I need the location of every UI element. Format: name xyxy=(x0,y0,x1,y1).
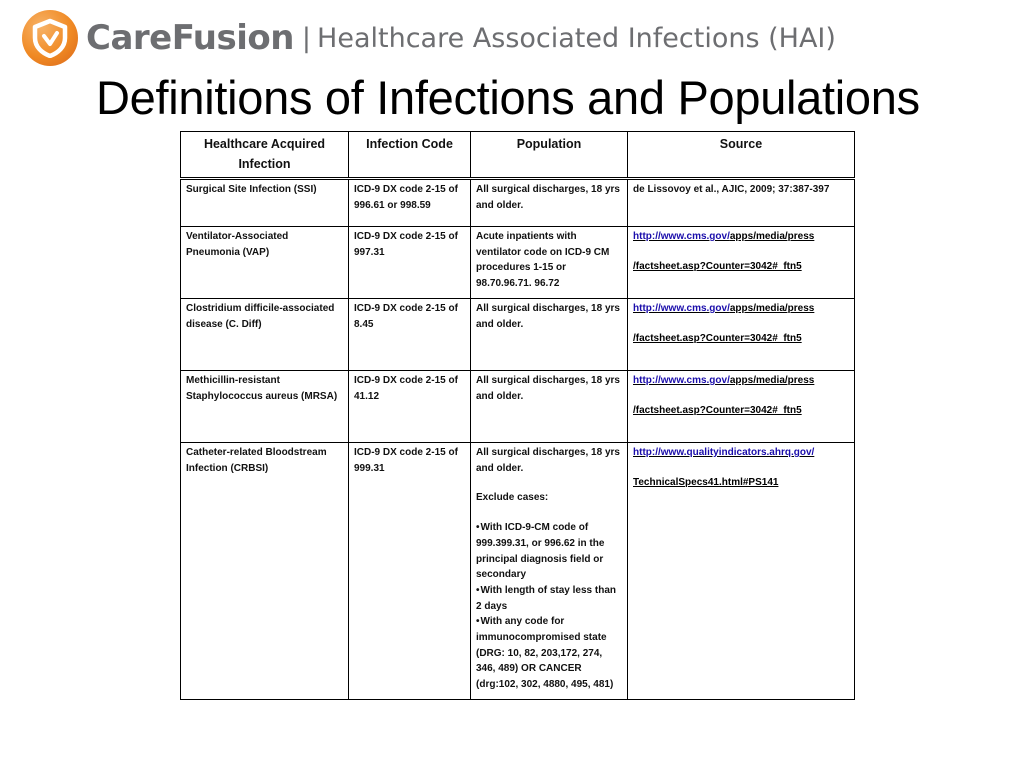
page-title: Definitions of Infections and Populations xyxy=(96,71,920,124)
table-row xyxy=(181,299,855,371)
header-separator: | xyxy=(301,22,312,54)
source-link-path[interactable]: apps/media/press xyxy=(729,231,815,242)
cell-population: All surgical discharges, 18 yrs and older. xyxy=(471,299,628,371)
source-link[interactable] xyxy=(633,447,814,458)
brand-name: CareFusion xyxy=(86,18,294,58)
cell-population: Acute inpatients with ventilator code on ICD-9 CM procedures 1-15 or 98.70.96.71. 96.72 xyxy=(471,227,628,299)
source-link-domain[interactable]: http://www.cms.gov/ xyxy=(633,375,730,386)
cell-source xyxy=(628,443,855,700)
cell-infection: Methicillin-resistant Staphylococcus aureus (MRSA) xyxy=(181,371,349,443)
source-link-path[interactable]: apps/media/press xyxy=(729,375,815,386)
cell-infection: Surgical Site Infection (SSI) xyxy=(181,179,349,227)
cell-code: ICD-9 DX code 2-15 of 8.45 xyxy=(349,299,471,371)
list-item: • With length of stay less than 2 days xyxy=(476,583,622,614)
list-item: • With ICD-9-CM code of 999.399.31, or 996.62 in the principal diagnosis field or secondary xyxy=(476,520,622,583)
carefusion-logo-icon xyxy=(22,10,78,66)
cell-population: All surgical discharges, 18 yrs and older. xyxy=(471,179,628,227)
cell-source: de Lissovoy et al., AJIC, 2009; 37:387-397 xyxy=(628,179,855,227)
cell-infection: Clostridium difficile-associated disease (C. Diff) xyxy=(181,299,349,371)
cell-source xyxy=(628,227,855,299)
source-link-domain[interactable]: http://www.cms.gov/ xyxy=(633,303,730,314)
source-link[interactable] xyxy=(633,231,814,242)
source-link-path[interactable]: apps/media/press xyxy=(729,303,815,314)
header xyxy=(22,8,836,68)
cell-population: All surgical discharges, 18 yrs and older. xyxy=(471,371,628,443)
list-item: • With any code for immunocompromised state (DRG: 10, 82, 203,172, 274, 346, 489) OR CANCER (drg:102, 302, 4880, 495, 481) xyxy=(476,614,622,693)
source-link-domain[interactable]: http://www.qualityindicators.ahrq.gov/ xyxy=(633,447,815,458)
column-header-code: Infection Code xyxy=(349,132,471,179)
cell-source xyxy=(628,371,855,443)
cell-infection: Ventilator-Associated Pneumonia (VAP) xyxy=(181,227,349,299)
table-row xyxy=(181,443,855,700)
cell-population xyxy=(471,443,628,700)
source-link-continuation[interactable]: /factsheet.asp?Counter=3042#_ftn5 xyxy=(633,260,802,272)
cell-code: ICD-9 DX code 2-15 of 997.31 xyxy=(349,227,471,299)
source-link[interactable] xyxy=(633,303,814,314)
column-header-infection: Healthcare Acquired Infection xyxy=(181,132,349,179)
source-link[interactable] xyxy=(633,375,814,386)
source-link-continuation[interactable]: /factsheet.asp?Counter=3042#_ftn5 xyxy=(633,404,802,416)
exclusion-list xyxy=(476,520,622,693)
table-row xyxy=(181,179,855,227)
cell-code: ICD-9 DX code 2-15 of 996.61 or 998.59 xyxy=(349,179,471,227)
cell-infection: Catheter-related Bloodstream Infection (CRBSI) xyxy=(181,443,349,700)
source-link-continuation[interactable]: TechnicalSpecs41.html#PS141 xyxy=(633,476,779,488)
cell-source xyxy=(628,299,855,371)
column-header-population: Population xyxy=(471,132,628,179)
source-link-continuation[interactable]: /factsheet.asp?Counter=3042#_ftn5 xyxy=(633,332,802,344)
population-exclude-label: Exclude cases: xyxy=(476,492,549,504)
source-link-domain[interactable]: http://www.cms.gov/ xyxy=(633,231,730,242)
table-row xyxy=(181,227,855,299)
cell-code: ICD-9 DX code 2-15 of 999.31 xyxy=(349,443,471,700)
table-row xyxy=(181,371,855,443)
header-subtitle: Healthcare Associated Infections (HAI) xyxy=(317,22,836,54)
column-header-source: Source xyxy=(628,132,855,179)
definitions-table-wrapper xyxy=(180,131,854,700)
population-intro: All surgical discharges, 18 yrs and older. xyxy=(476,447,620,474)
definitions-table xyxy=(180,131,855,700)
table-header-row xyxy=(181,132,855,179)
cell-code: ICD-9 DX code 2-15 of 41.12 xyxy=(349,371,471,443)
